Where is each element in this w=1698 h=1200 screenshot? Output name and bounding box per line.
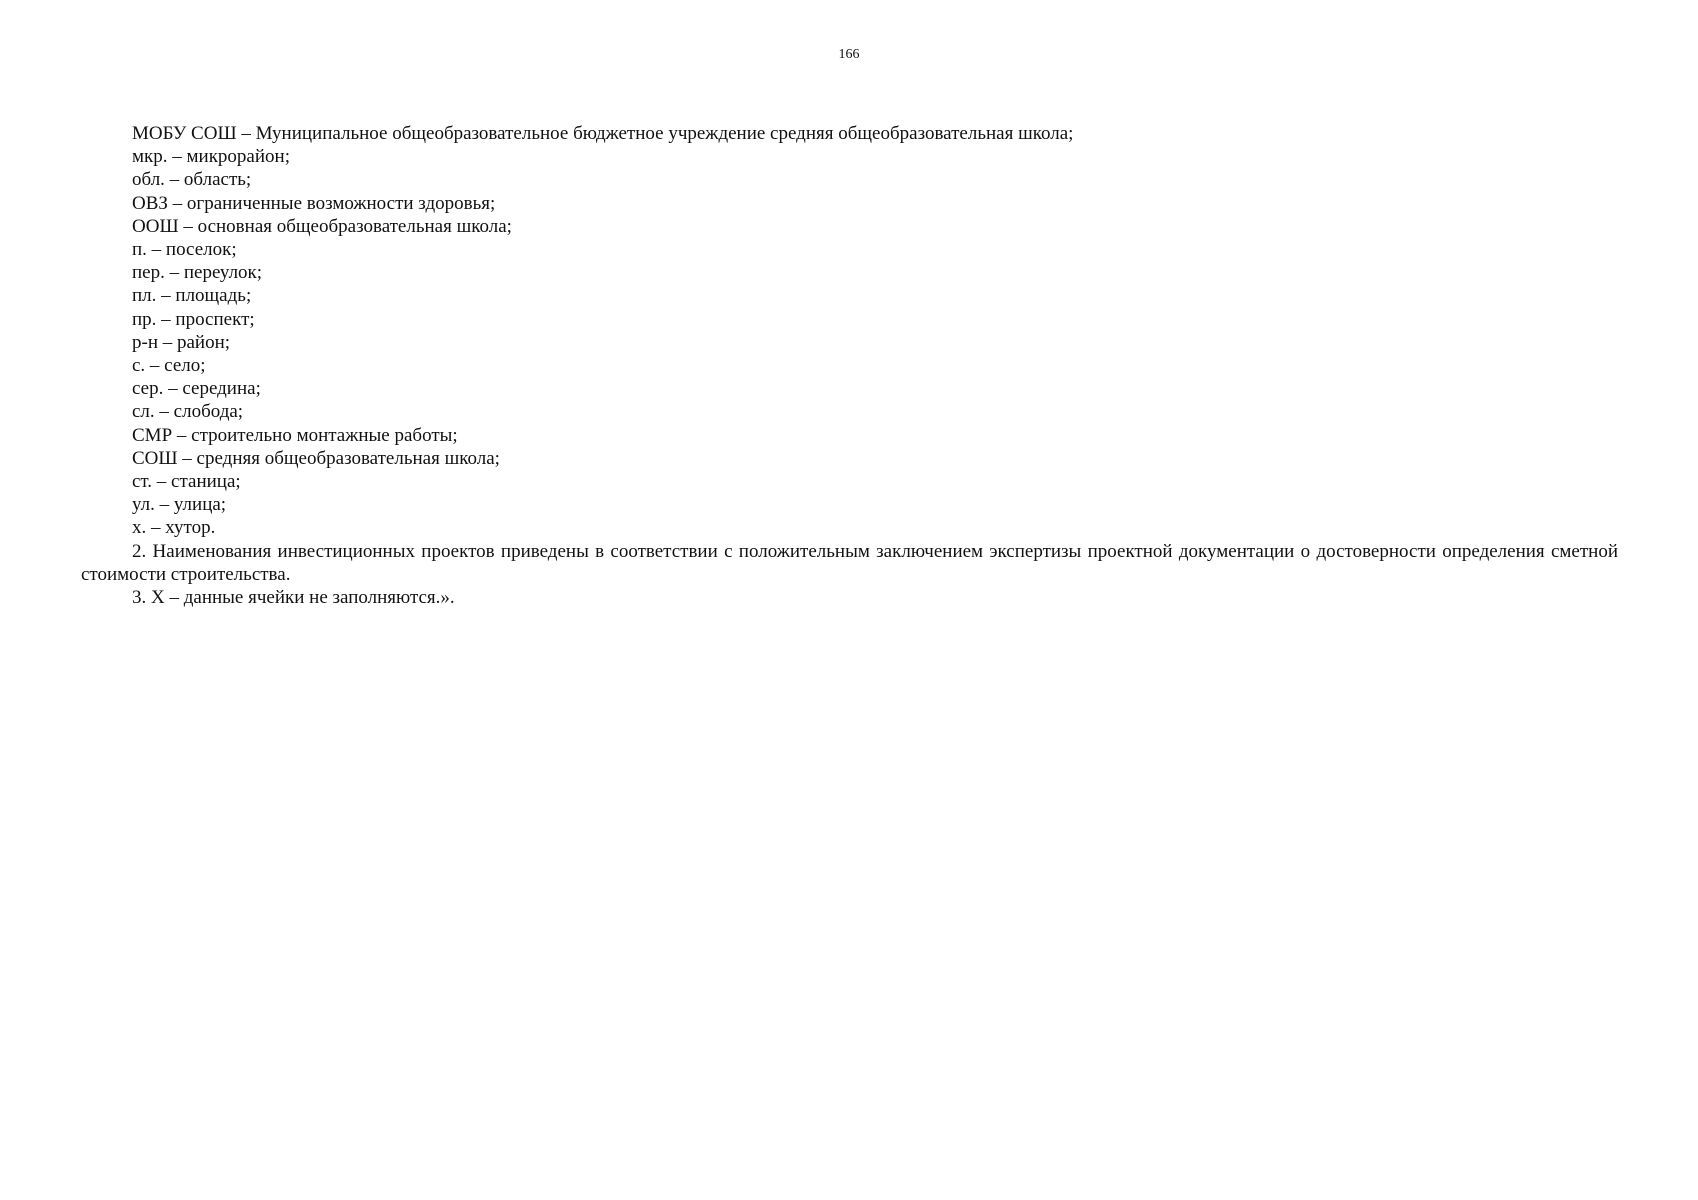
abbreviation-item: р-н – район; <box>132 331 231 353</box>
abbreviation-item: сл. – слобода; <box>132 401 244 423</box>
abbreviation-item: обл. – область; <box>132 169 252 191</box>
abbreviation-item: ул. – улица; <box>132 494 227 516</box>
abbreviation-item: пр. – проспект; <box>132 308 255 330</box>
abbreviation-item: СМР – строительно монтажные работы; <box>132 424 458 446</box>
abbreviation-item: ст. – станица; <box>132 471 241 493</box>
abbreviation-list <box>81 122 1618 540</box>
abbreviation-item: п. – поселок; <box>132 239 237 261</box>
abbreviation-item: ОВЗ – ограниченные возможности здоровья; <box>132 192 496 214</box>
abbreviation-item: пер. – переулок; <box>132 262 263 284</box>
abbreviation-item: МОБУ СОШ – Муниципальное общеобразовательное бюджетное учреждение средняя общеобразовательная школа; <box>132 123 1074 144</box>
note-paragraph-3: 3. Х – данные ячейки не заполняются.». <box>132 587 455 609</box>
document-body <box>81 122 1618 609</box>
abbreviation-item: сер. – середина; <box>132 378 261 400</box>
abbreviation-item: х. – хутор. <box>132 517 216 539</box>
note-paragraph-2: 2. Наименования инвестиционных проектов приведены в соответствии с положительным заключением экспертизы проектной документации о достоверности определения сметной стоимости строительства. <box>81 540 1618 585</box>
abbreviation-item: пл. – площадь; <box>132 285 252 307</box>
abbreviation-item: СОШ – средняя общеобразовательная школа; <box>132 447 500 469</box>
page-number: 166 <box>838 47 860 62</box>
abbreviation-item: мкр. – микрорайон; <box>132 146 290 168</box>
abbreviation-item: ООШ – основная общеобразовательная школа; <box>132 215 512 237</box>
abbreviation-item: с. – село; <box>132 355 206 377</box>
